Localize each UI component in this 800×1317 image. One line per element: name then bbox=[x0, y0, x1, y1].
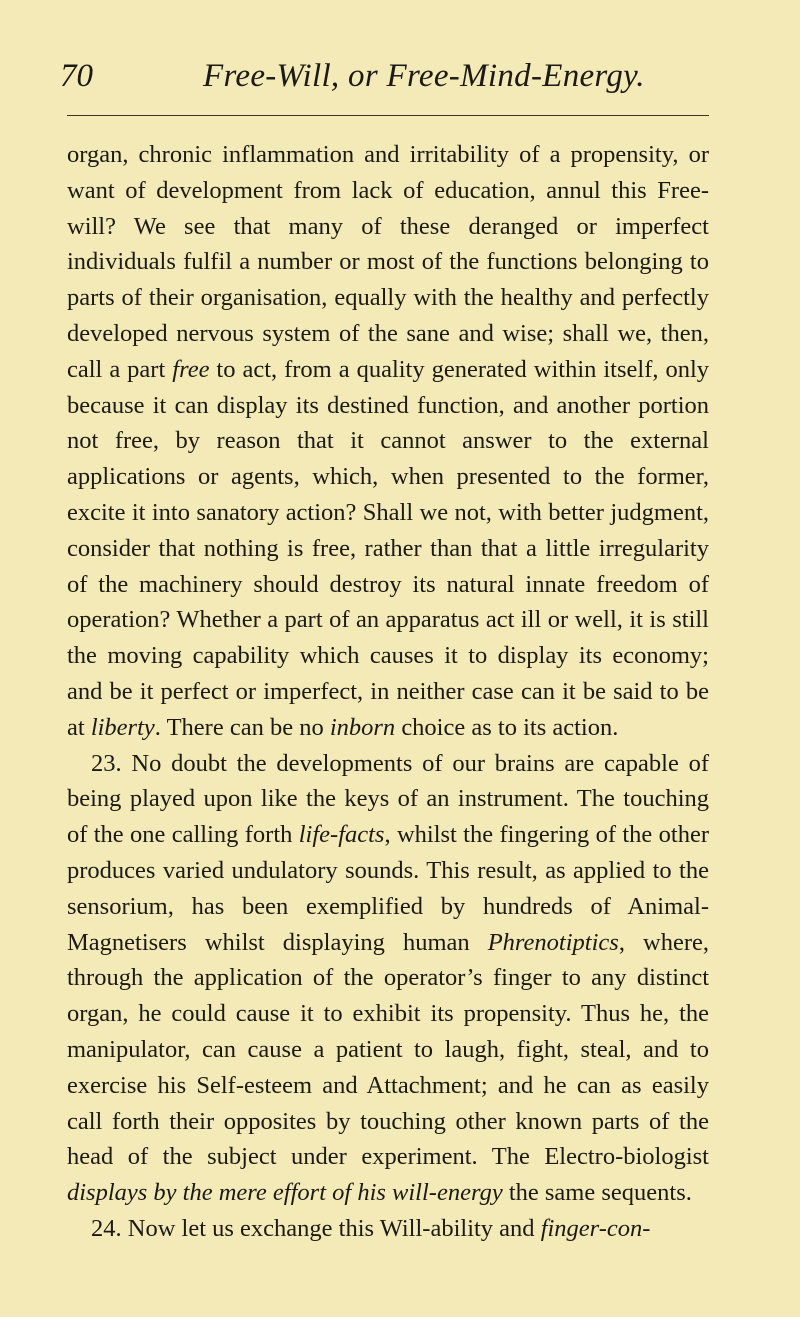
text-run: to act, from a quality generated within itself, only because it can display its destined function, and another portion not free, by reason that it cannot answer to the external applications or agents, which, when presented to the former, excite it into sanatory action? Shall we not, with better judgment, consider that nothing is free, rather than that a little irregularity of the machinery should destroy its natural innate freedom of operation? Whether a part of an apparatus act ill or well, it is still the moving capability which causes it to display its economy; and be it perfect or imperfect, in neither case can it be said to be at bbox=[67, 355, 710, 741]
text-run: 24. Now let us exchange this Will-ability and bbox=[91, 1214, 541, 1242]
text-run: , where, through the application of the operator’s finger to any distinct organ, he could cause it to exhibit its propensity. Thus he, the manipulator, can cause a patient to laugh, fight, steal, and to exercise his Self-esteem and Attachment; and he can as easily call forth their opposites by touching other known parts of the head of the subject under experiment. The Electro-biologist bbox=[67, 928, 709, 1171]
paragraph-section-23 bbox=[67, 746, 709, 1211]
text-run: choice as to its action. bbox=[395, 713, 619, 741]
emphasis-displays: displays by the mere effort of his will-energy bbox=[67, 1179, 503, 1207]
emphasis-finger-con: finger-con- bbox=[540, 1214, 651, 1242]
emphasis-phrenotiptics: Phrenotiptics bbox=[487, 928, 619, 956]
emphasis-liberty: liberty bbox=[90, 713, 155, 741]
text-run: , whilst the fingering of the other produces varied undulatory sounds. This result, as applied to the sensorium, has been exemplified by hundreds of Animal-Magnetisers whilst displaying human bbox=[67, 821, 709, 956]
text-run: the same sequents. bbox=[502, 1179, 692, 1207]
emphasis-inborn: inborn bbox=[329, 713, 396, 741]
paragraph-continuation bbox=[67, 137, 709, 746]
text-run: organ, chronic inflammation and irritability of a propensity, or want of development from lack of education, annul this Free-will? We see that many of these deranged or imperfect individuals fulfil a number or most of the functions belonging to parts of their organisation, equally with the healthy and perfectly developed nervous system of the sane and wise; shall we, then, call a part bbox=[67, 141, 709, 383]
paragraph-section-24 bbox=[67, 1211, 709, 1247]
running-head bbox=[60, 58, 740, 108]
emphasis-life-facts: life-facts bbox=[298, 821, 385, 849]
header-rule bbox=[67, 115, 709, 116]
text-run: . There can be no bbox=[154, 713, 330, 741]
emphasis-free: free bbox=[172, 355, 210, 383]
body-text bbox=[67, 137, 709, 1247]
page-number: 70 bbox=[60, 58, 93, 94]
text-run: 23. No doubt the developments of our brains are capable of being played upon like the keys of an instrument. The touching of the one calling forth bbox=[67, 749, 709, 849]
running-title: Free-Will, or Free-Mind-Energy. bbox=[203, 58, 645, 94]
